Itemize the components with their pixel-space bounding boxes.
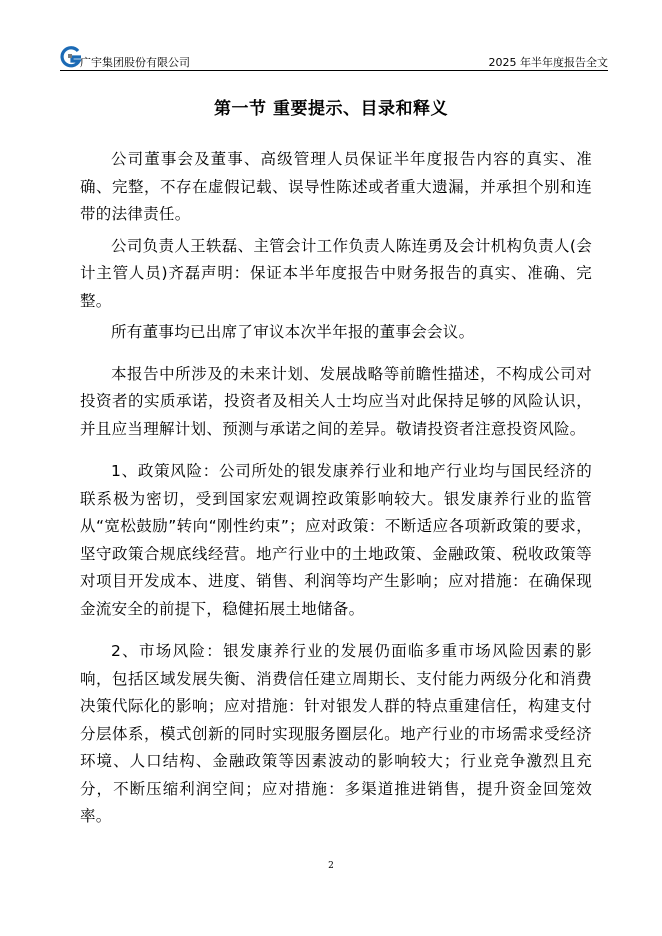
board-attendance-paragraph: 所有董事均已出席了审议本次半年报的董事会会议。 <box>111 323 475 341</box>
forward-looking-disclaimer: 本报告中所涉及的未来计划、发展战略等前瞻性描述，不构成公司对投资者的实质承诺，投资者及相关人士均应当对此保持足够的风险认识，并且应当理解计划、预测与承诺之间的差异。敬请投资者注意投资风险。 <box>80 364 592 438</box>
page-number: 2 <box>328 861 334 871</box>
responsible-persons-statement: 公司负责人王轶磊、主管会计工作负责人陈连勇及会计机构负责人(会计主管人员)齐磊声明：保证本半年度报告中财务报告的真实、准确、完整。 <box>80 236 592 310</box>
market-risk-paragraph: 2、市场风险：银发康养行业的发展仍面临多重市场风险因素的影响，包括区域发展失衡、消费信任建立周期长、支付能力两级分化和消费决策代际化的影响；应对措施：针对银发人群的特点重建信任，构建支付分层体系，模式创新的同时实现服务圈层化。地产行业的市场需求受经济环境、人口结构、金融政策等因素波动的影响较大；行业竞争激烈且充分，不断压缩利润空间；应对措施：多渠道推进销售，提升资金回笼效率。 <box>80 642 592 825</box>
section-title: 第一节 重要提示、目录和释义 <box>214 99 448 119</box>
company-name: 广宇集团股份有限公司 <box>80 56 190 69</box>
document-title: 2025 年半年度报告全文 <box>488 56 608 69</box>
main-content <box>80 146 592 831</box>
board-guarantee-paragraph: 公司董事会及董事、高级管理人员保证半年度报告内容的真实、准确、完整，不存在虚假记载、误导性陈述或者重大遗漏，并承担个别和连带的法律责任。 <box>80 150 592 223</box>
page-header <box>60 44 608 71</box>
policy-risk-paragraph: 1、政策风险：公司所处的银发康养行业和地产行业均与国民经济的联系极为密切，受到国家宏观调控政策影响较大。银发康养行业的监管从“宽松鼓励”转向“刚性约束”；应对政策：不断适应各项新政策的要求，坚守政策合规底线经营。地产行业中的土地政策、金融政策、税收政策等对项目开发成本、进度、销售、利润等均产生影响；应对措施：在确保现金流安全的前提下，稳健拓展土地储备。 <box>80 462 592 618</box>
